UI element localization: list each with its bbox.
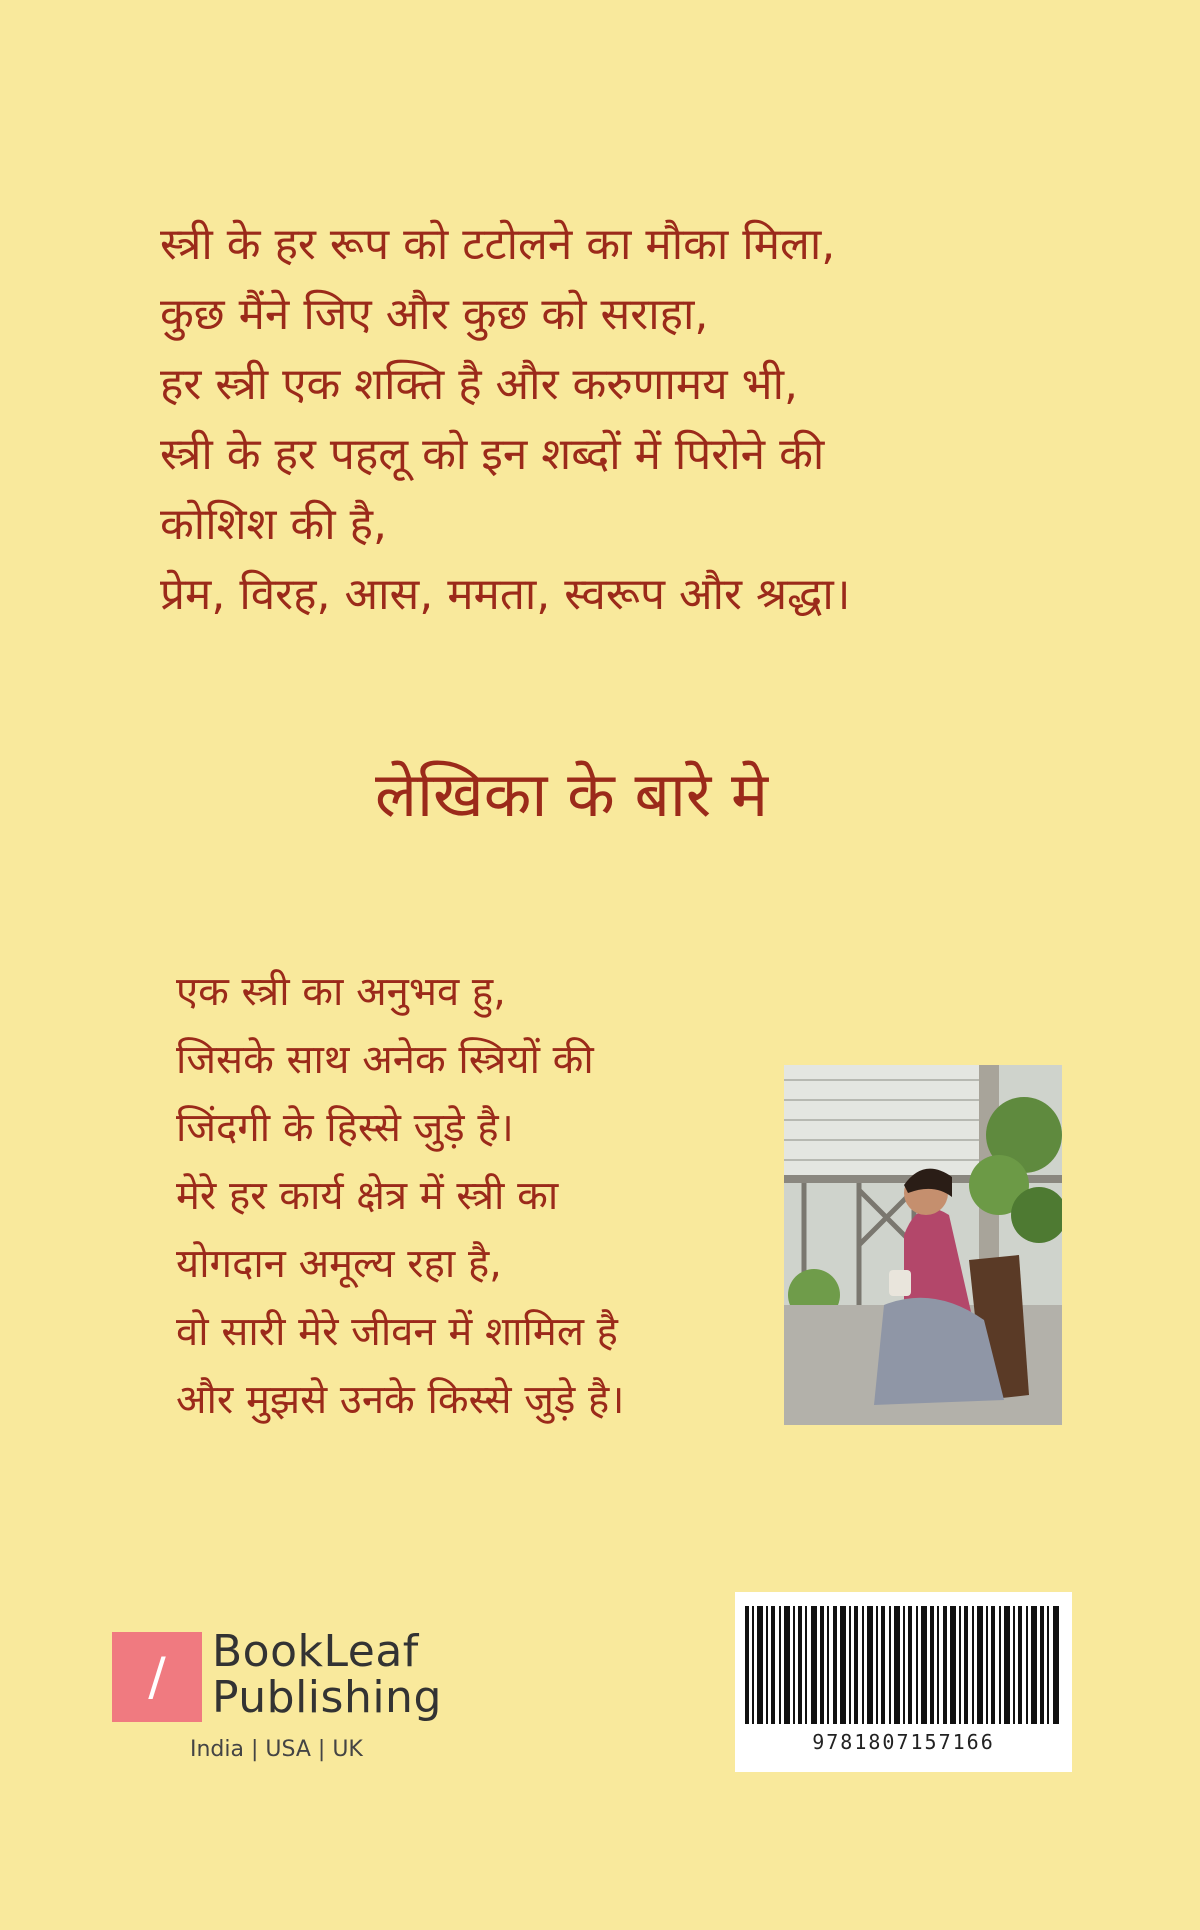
bio-line: जिंदगी के हिस्से जुड़े है। <box>176 1105 514 1151</box>
bio-line: मेरे हर कार्य क्षेत्र में स्त्री का <box>176 1173 559 1219</box>
isbn-barcode <box>735 1592 1072 1772</box>
bio-line: योगदान अमूल्य रहा है, <box>176 1241 502 1287</box>
publisher-name-line-2: Publishing <box>212 1672 442 1723</box>
about-author-heading: लेखिका के बारे मे <box>374 758 769 831</box>
blurb-line: कुछ मैंने जिए और कुछ को सराहा, <box>160 289 709 340</box>
blurb-line: प्रेम, विरह, आस, ममता, स्वरूप और श्रद्धा। <box>160 569 851 620</box>
publisher-regions: India | USA | UK <box>190 1737 363 1762</box>
back-cover-blurb <box>160 210 1060 630</box>
bio-line: वो सारी मेरे जीवन में शामिल है <box>176 1309 618 1355</box>
logo-slash-mark: / <box>148 1647 166 1707</box>
blurb-line: स्त्री के हर पहलू को इन शब्दों में पिरोने की <box>160 429 825 480</box>
isbn-number: 9781807157166 <box>812 1730 995 1754</box>
publisher-name-line-1: BookLeaf <box>212 1626 419 1677</box>
blurb-line: कोशिश की है, <box>160 499 387 550</box>
bio-line: जिसके साथ अनेक स्त्रियों की <box>176 1037 594 1083</box>
bio-line: एक स्त्री का अनुभव हु, <box>176 969 506 1015</box>
author-photo-illustration <box>784 1065 1062 1425</box>
blurb-line: हर स्त्री एक शक्ति है और करुणामय भी, <box>160 359 798 410</box>
author-bio <box>176 958 736 1434</box>
author-photo <box>784 1065 1062 1425</box>
blurb-line: स्त्री के हर रूप को टटोलने का मौका मिला, <box>160 219 836 270</box>
publisher-logo <box>112 1628 452 1768</box>
bio-line: और मुझसे उनके किस्से जुड़े है। <box>176 1377 625 1423</box>
